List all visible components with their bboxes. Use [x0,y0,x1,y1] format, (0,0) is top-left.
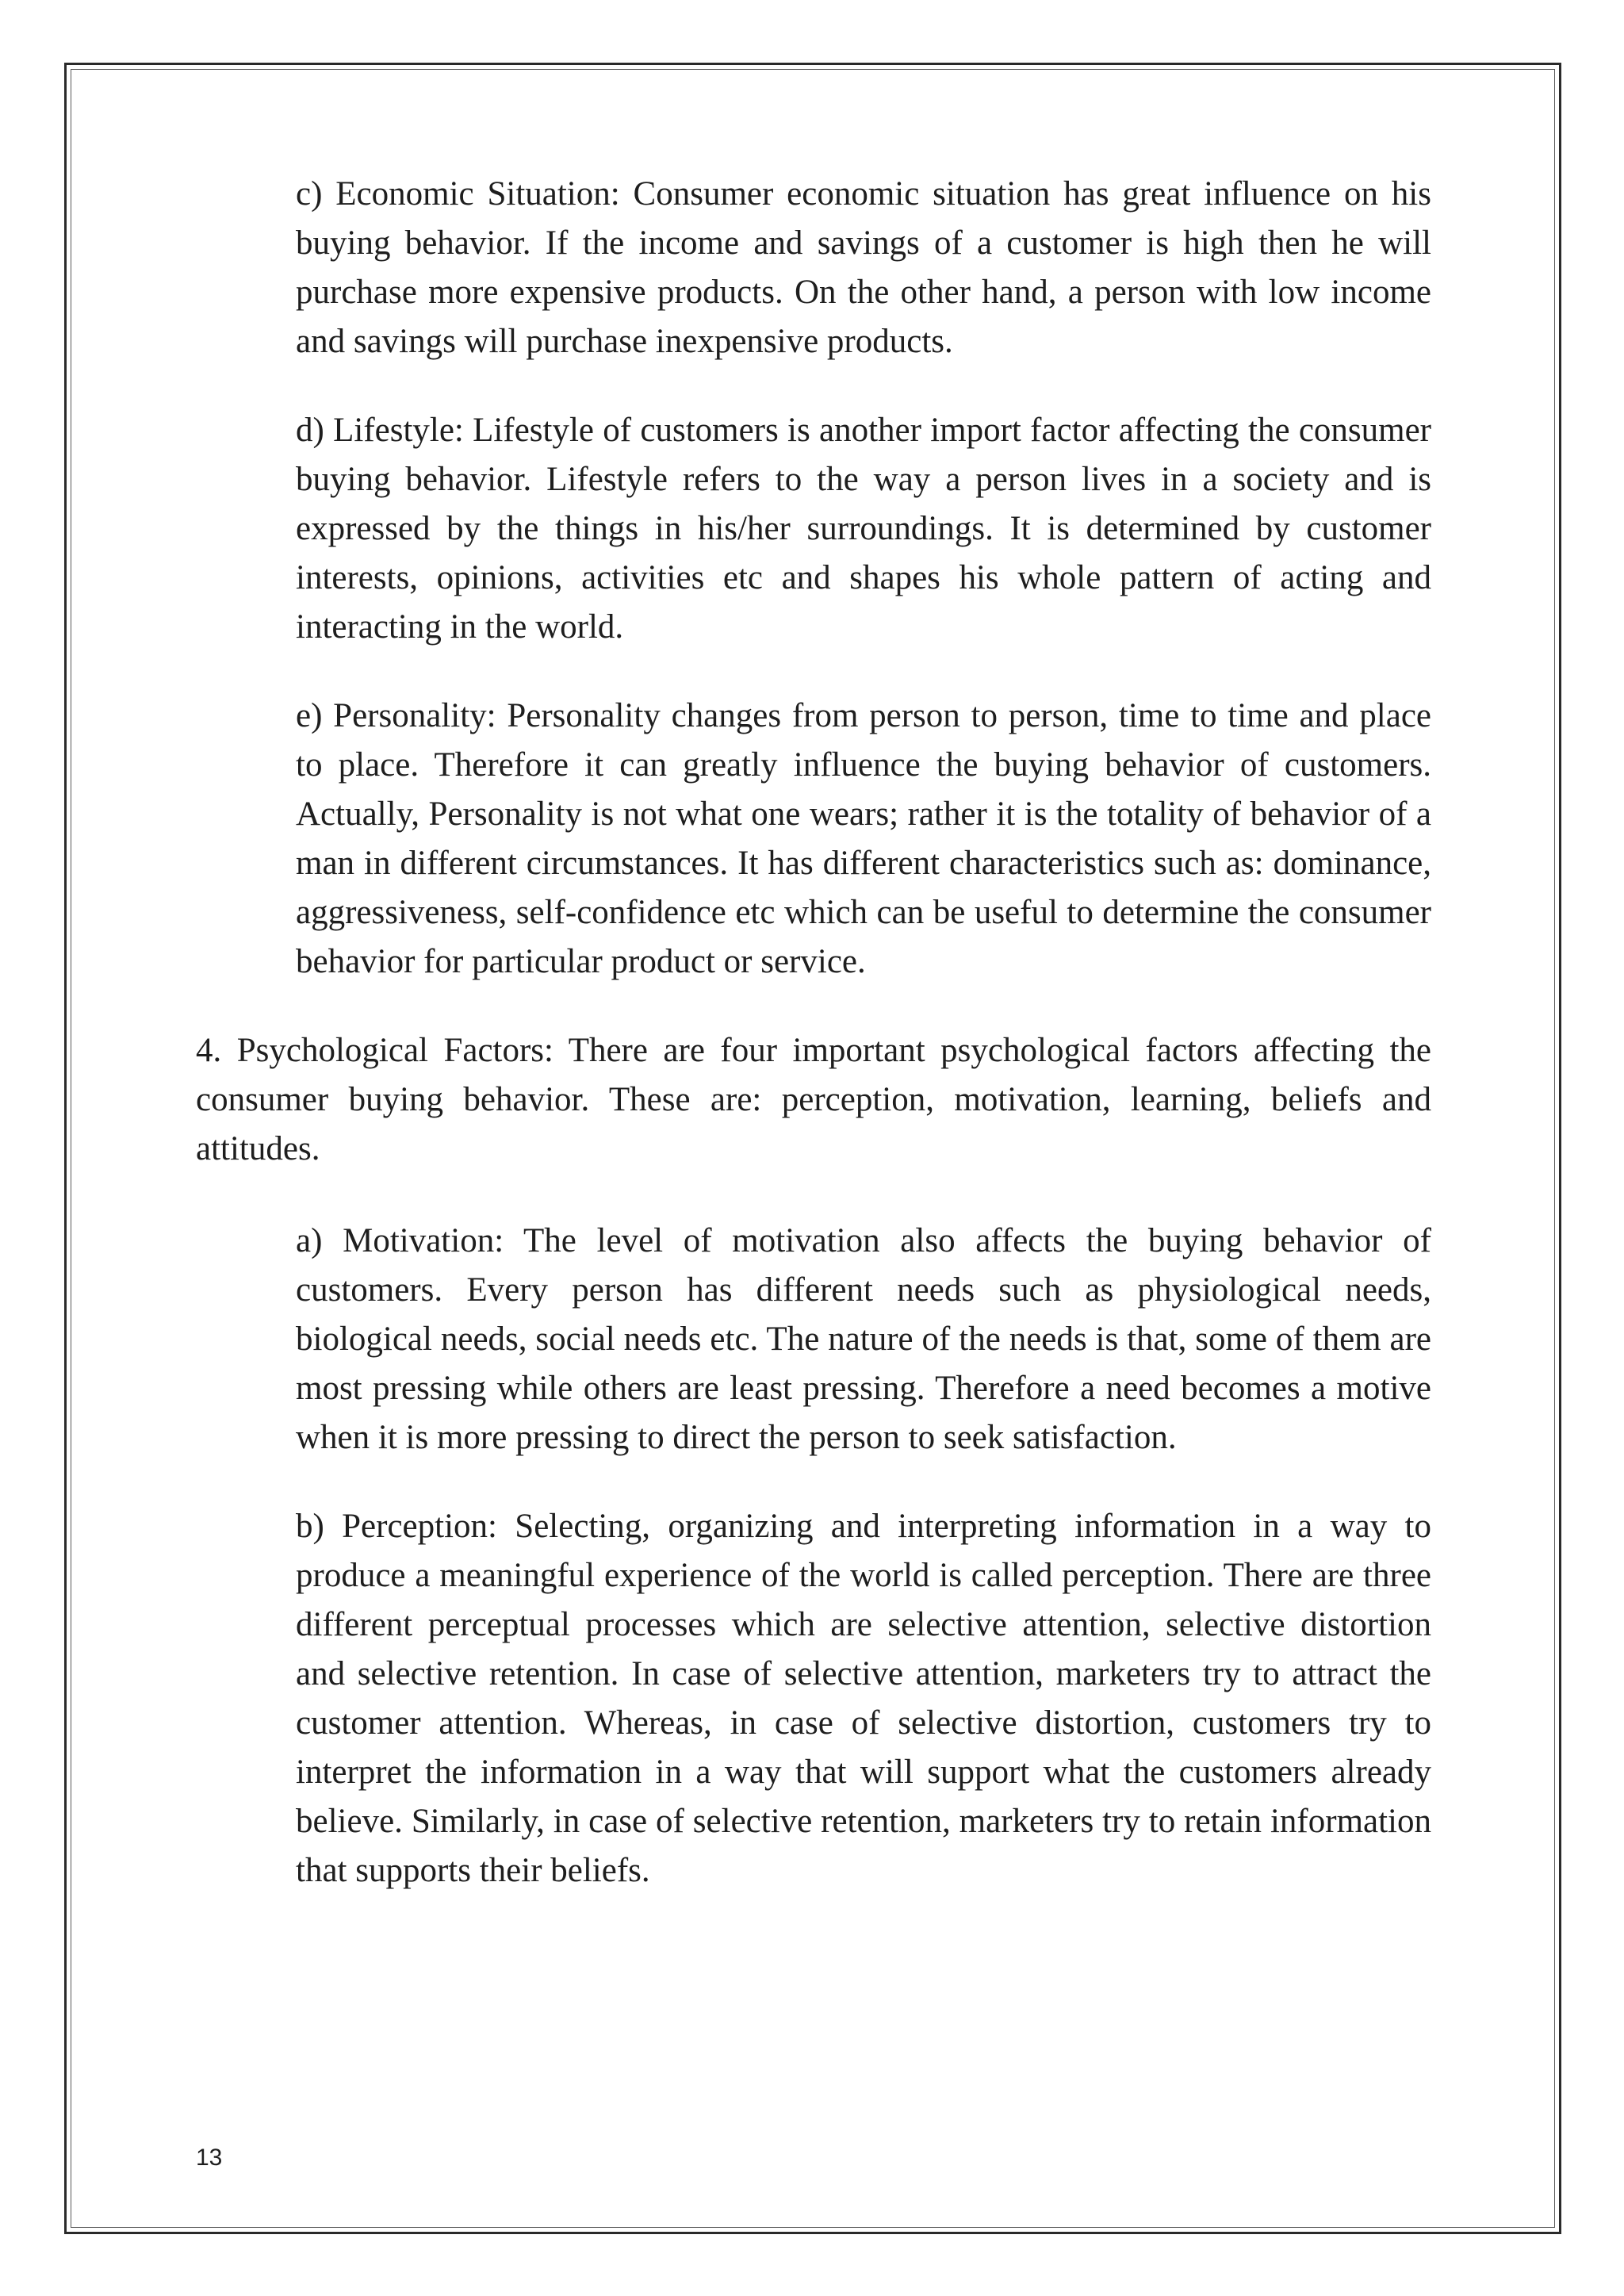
page-body [196,170,1431,1895]
paragraph-perception: b) Perception: Selecting, organizing and interpreting information in a way to produce a meaningful experience of the world is called perception. There are three different perceptual processes which are selective attention, selective distortion and selective retention. In case of selective attention, marketers try to attract the customer attention. Whereas, in case of selective distortion, customers try to interpret the information in a way that will support what the customers already believe. Similarly, in case of selective retention, marketers try to retain information that supports their beliefs. [296,1508,1431,1889]
page-number: 13 [196,2145,223,2171]
paragraph-psychological-factors: 4. Psychological Factors: There are four important psychological factors affecting the consumer buying behavior. These are: perception, motivation, learning, beliefs and attitudes. [196,1032,1431,1167]
paragraph-motivation: a) Motivation: The level of motivation also affects the buying behavior of customers. Every person has different needs such as physiological needs, biological needs, social needs etc. The nature of the needs is that, some of them are most pressing while others are least pressing. Therefore a need becomes a motive when it is more pressing to direct the person to seek satisfaction. [296,1222,1431,1456]
paragraph-personality: e) Personality: Personality changes from person to person, time to time and place to place. Therefore it can greatly influence the buying behavior of customers. Actually, Personality is not what one wears; rather it is the totality of behavior of a man in different circumstances. It has different characteristics such as: dominance, aggressiveness, self-confidence etc which can be useful to determine the consumer behavior for particular product or service. [296,697,1431,980]
paragraph-economic-situation: c) Economic Situation: Consumer economic situation has great influence on his buying behavior. If the income and savings of a customer is high then he will purchase more expensive products. On the other hand, a person with low income and savings will purchase inexpensive products. [296,175,1431,360]
paragraph-lifestyle: d) Lifestyle: Lifestyle of customers is another import factor affecting the consumer buying behavior. Lifestyle refers to the way a person lives in a society and is expressed by the things in his/her surroundings. It is determined by customer interests, opinions, activities etc and shapes his whole pattern of acting and interacting in the world. [296,412,1431,646]
